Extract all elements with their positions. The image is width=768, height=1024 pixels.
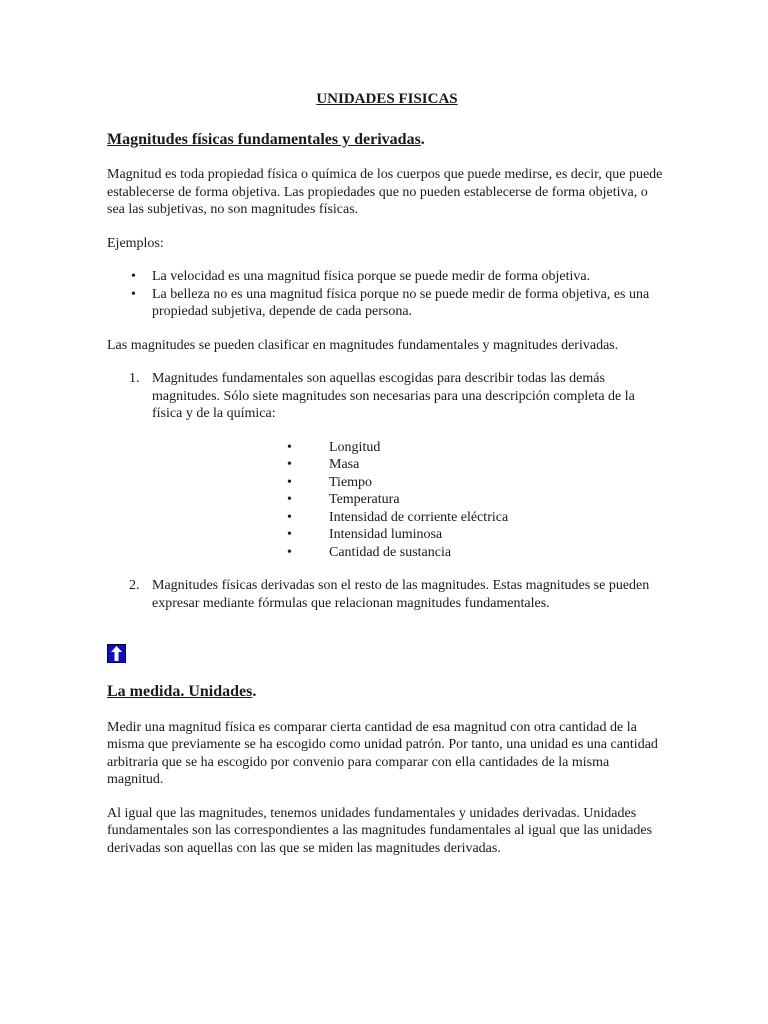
measurement-paragraph: Medir una magnitud física es comparar cierta cantidad de esa magnitud con otra cantidad de la misma que previamente se ha escogido como unidad patrón. Por tanto, una unidad es una cantidad arbitraria que se ha escogido por convenio para comparar con ella cantidades de la misma magnitud. [107, 719, 658, 787]
up-arrow-icon [111, 646, 122, 661]
section-heading-magnitudes-text: Magnitudes físicas fundamentales y derivadas [107, 130, 421, 148]
magnitude-name: Temperatura [329, 492, 400, 507]
bullet-icon: • [287, 439, 292, 455]
bullet-icon: • [131, 269, 136, 284]
page-title: UNIDADES FISICAS [316, 91, 458, 107]
section-heading-magnitudes-period: . [420, 130, 425, 148]
magnitude-name: Longitud [329, 439, 381, 455]
classification-paragraph: Las magnitudes se pueden clasificar en magnitudes fundamentales y magnitudes derivadas. [107, 337, 619, 353]
bullet-icon: • [287, 492, 292, 507]
magnitude-name: Masa [329, 457, 360, 472]
list-item [152, 456, 667, 474]
document-body [107, 91, 667, 873]
units-paragraph: Al igual que las magnitudes, tenemos unidades fundamentales y unidades derivadas. Unidades fundamentales son las correspondientes a las magnitudes fundamentales al igual que las unidades derivadas son aquellas con las que se miden las magnitudes derivadas. [107, 805, 653, 856]
magnitude-name: Cantidad de sustancia [329, 544, 452, 560]
list-item [107, 268, 667, 286]
bullet-icon: • [287, 544, 292, 560]
bullet-icon: • [287, 457, 292, 472]
item-number: 2. [129, 578, 140, 593]
bullet-icon: • [287, 474, 292, 490]
list-item [152, 544, 667, 562]
section-heading-medida-period: . [252, 683, 257, 700]
item-text: Magnitudes fundamentales son aquellas escogidas para describir todas las demás magnitudes. Sólo siete magnitudes son necesarias para una descripción completa de la física y de la química: [152, 371, 635, 421]
example-text: La belleza no es una magnitud física porque no se puede medir de forma objetiva, es una propiedad subjetiva, depende de cada persona. [152, 286, 650, 319]
list-item [152, 491, 667, 509]
examples-list [107, 268, 667, 321]
list-item [107, 370, 667, 561]
example-text: La velocidad es una magnitud física porque se puede medir de forma objetiva. [152, 269, 591, 284]
section-heading-magnitudes [107, 131, 667, 149]
section-heading-medida-text: La medida. Unidades [107, 683, 253, 700]
list-item [152, 526, 667, 544]
list-item [152, 474, 667, 492]
list-item [152, 509, 667, 527]
magnitude-name: Tiempo [329, 474, 373, 490]
magnitude-name: Intensidad luminosa [329, 527, 443, 542]
bullet-icon: • [131, 286, 136, 302]
bullet-icon: • [287, 527, 292, 542]
bullet-icon: • [287, 509, 292, 525]
fundamental-magnitudes-list [152, 439, 667, 562]
item-text: Magnitudes físicas derivadas son el resto de las magnitudes. Estas magnitudes se pueden expresar mediante fórmulas que relacionan magnitudes fundamentales. [152, 578, 650, 611]
section-heading-medida [107, 683, 667, 701]
list-item [152, 439, 667, 457]
examples-label: Ejemplos: [107, 235, 164, 251]
magnitude-types-list [107, 370, 667, 612]
list-item [107, 286, 667, 321]
list-item [107, 577, 667, 612]
intro-paragraph: Magnitud es toda propiedad física o química de los cuerpos que puede medirse, es decir, que puede establecerse de forma objetiva. Las propiedades que no pueden establecerse de forma objetiva, o sea las subjetivas, no son magnitudes físicas. [107, 167, 663, 217]
back-to-top-button[interactable] [107, 644, 126, 663]
item-number: 1. [129, 371, 140, 386]
magnitude-name: Intensidad de corriente eléctrica [329, 509, 509, 525]
